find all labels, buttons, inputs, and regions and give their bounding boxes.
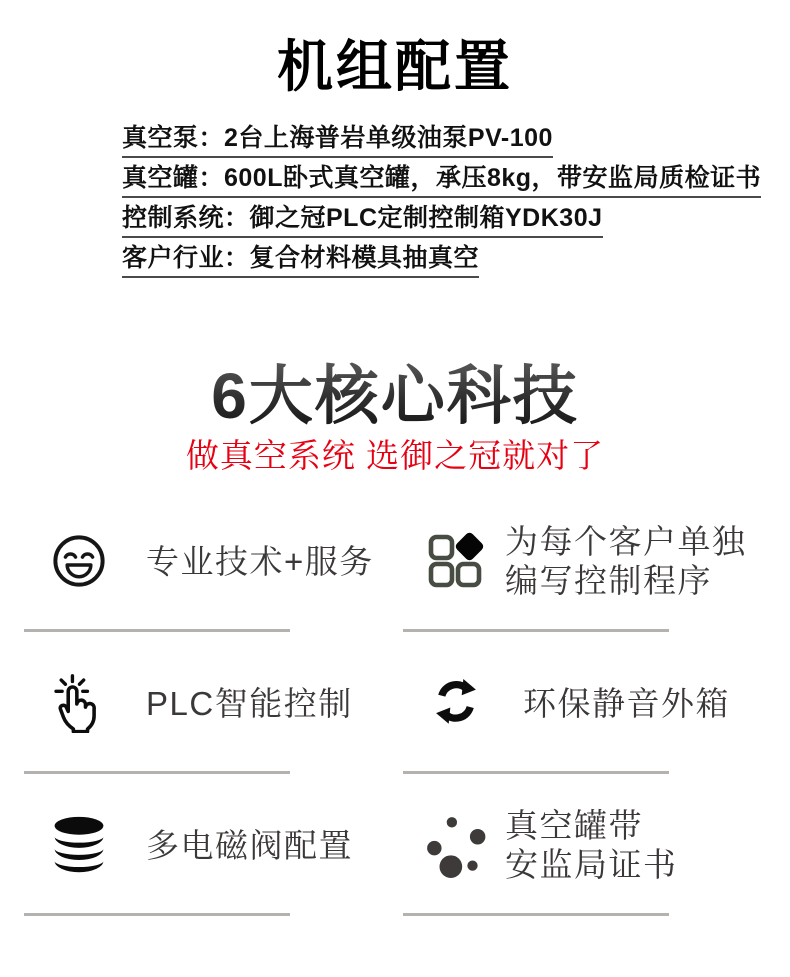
features-grid <box>24 490 766 916</box>
feature-certified-tank <box>403 774 766 916</box>
grid-diamond-icon <box>423 529 489 593</box>
feature-custom-program <box>403 490 766 632</box>
feature-quiet-enclosure <box>403 632 766 774</box>
database-icon <box>46 815 112 875</box>
feature-solenoid-valves <box>24 774 403 916</box>
page-title: 机组配置 <box>277 35 513 98</box>
product-detail-page <box>0 34 790 977</box>
spec-vacuum-pump: 真空泵：2台上海普岩单级油泵PV-100 <box>122 124 553 158</box>
feature-label: 多电磁阀配置 <box>146 826 353 864</box>
spec-customer-industry: 客户行业：复合材料模具抽真空 <box>122 244 479 278</box>
feature-plc-control <box>24 632 403 774</box>
spec-vacuum-tank: 真空罐：600L卧式真空罐，承压8kg，带安监局质检证书 <box>122 164 761 198</box>
section-heading: 6大核心科技 <box>0 360 790 432</box>
feature-label: 真空罐带 安监局证书 <box>505 807 678 883</box>
feature-label: PLC智能控制 <box>146 684 353 722</box>
feature-label: 专业技术+服务 <box>146 542 374 580</box>
refresh-icon <box>423 677 489 729</box>
spec-control-system: 控制系统：御之冠PLC定制控制箱YDK30J <box>122 204 603 238</box>
section-subheading: 做真空系统 选御之冠就对了 <box>185 437 605 474</box>
feature-label: 环保静音外箱 <box>523 684 730 722</box>
feature-professional-service <box>24 490 403 632</box>
feature-label: 为每个客户单独 编写控制程序 <box>505 523 747 599</box>
dots-icon <box>423 812 489 878</box>
smiley-icon <box>46 533 112 589</box>
tap-hand-icon <box>46 673 112 733</box>
spec-list <box>122 124 790 278</box>
